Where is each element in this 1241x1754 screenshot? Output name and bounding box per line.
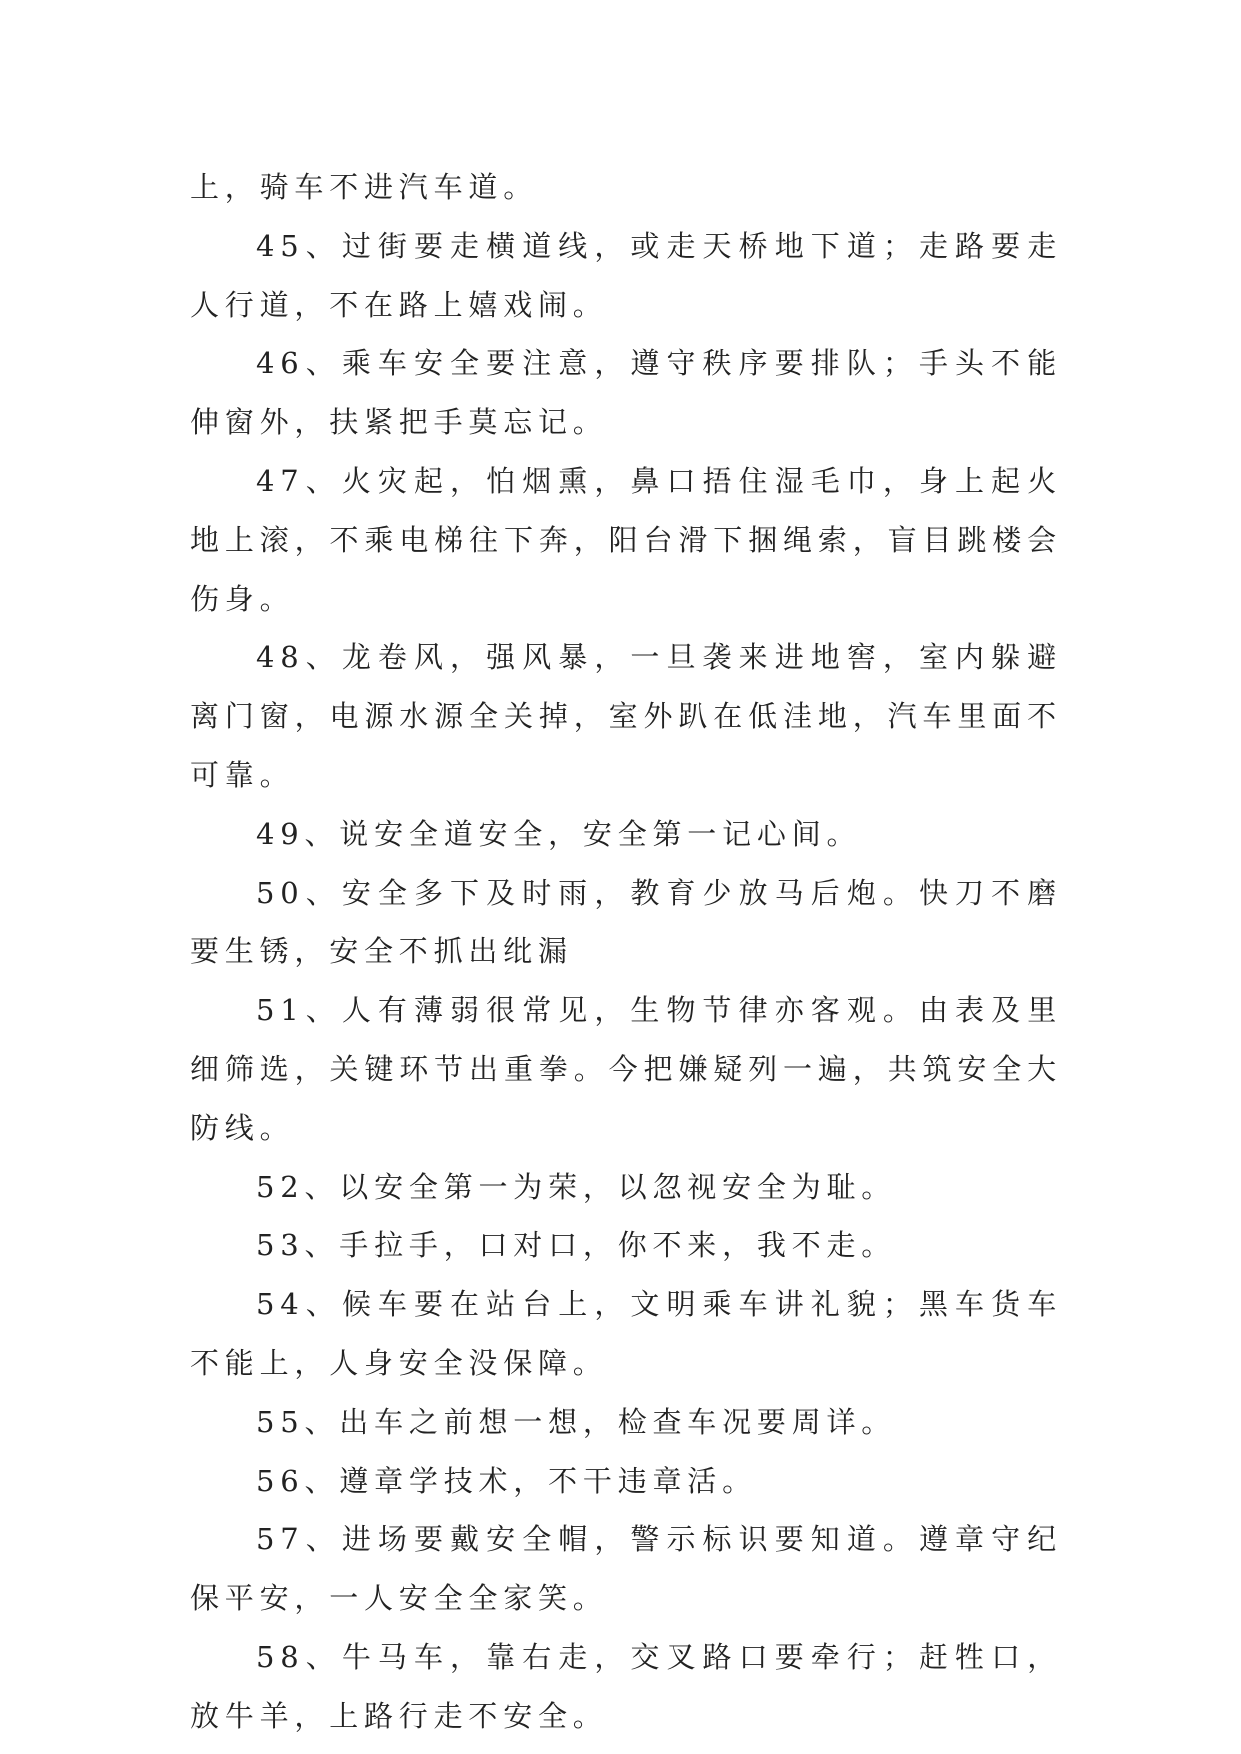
document-body (190, 158, 1062, 1746)
paragraph-51: 51、人有薄弱很常见，生物节律亦客观。由表及里细筛选，关键环节出重拳。今把嫌疑列一遍，共筑安全大防线。 (190, 993, 1062, 1145)
paragraph-57: 57、进场要戴安全帽，警示标识要知道。遵章守纪保平安，一人安全全家笑。 (190, 1522, 1062, 1616)
paragraph-58: 58、牛马车，靠右走，交叉路口要牵行；赶牲口，放牛羊，上路行走不安全。 (190, 1639, 1062, 1733)
paragraph-48: 48、龙卷风，强风暴，一旦袭来进地窖，室内躲避离门窗，电源水源全关掉，室外趴在低洼地，汽车里面不可靠。 (190, 640, 1062, 792)
paragraph-46: 46、乘车安全要注意，遵守秩序要排队；手头不能伸窗外，扶紧把手莫忘记。 (190, 346, 1062, 440)
paragraph-55: 55、出车之前想一想，检查车况要周详。 (256, 1404, 897, 1439)
paragraph-56: 56、遵章学技术，不干违章活。 (256, 1463, 757, 1498)
paragraph-54: 54、候车要在站台上，文明乘车讲礼貌；黑车货车不能上，人身安全没保障。 (190, 1287, 1062, 1380)
paragraph-45: 45、过街要走横道线，或走天桥地下道；走路要走人行道，不在路上嬉戏闹。 (190, 228, 1062, 322)
paragraph-47: 47、火灾起，怕烟熏，鼻口捂住湿毛巾，身上起火地上滚，不乘电梯往下奔，阳台滑下捆绳索，盲目跳楼会伤身。 (190, 463, 1062, 616)
paragraph-50: 50、安全多下及时雨，教育少放马后炮。快刀不磨要生锈，安全不抓出纰漏 (190, 875, 1062, 969)
paragraph-53: 53、手拉手，口对口，你不来，我不走。 (256, 1228, 897, 1263)
paragraph-52: 52、以安全第一为荣，以忽视安全为耻。 (256, 1169, 897, 1204)
paragraph-continuation: 上，骑车不进汽车道。 (190, 170, 539, 204)
paragraph-49: 49、说安全道安全，安全第一记心间。 (256, 816, 862, 851)
